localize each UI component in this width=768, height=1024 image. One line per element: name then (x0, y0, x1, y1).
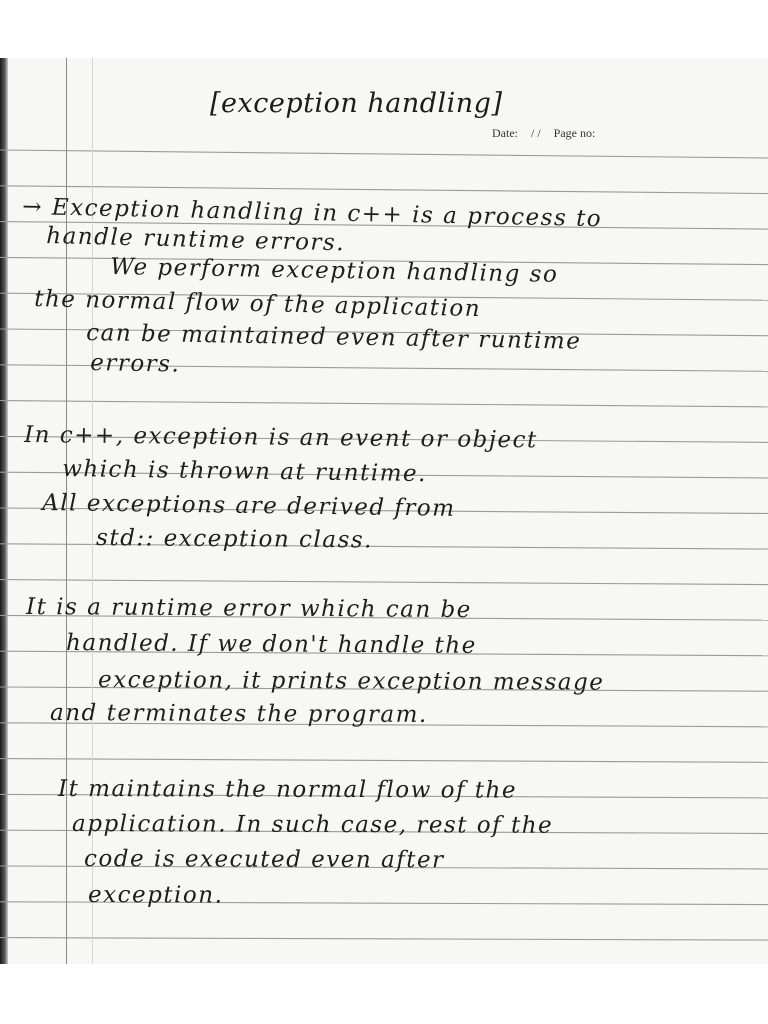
date-page-header (492, 126, 605, 141)
note-line: errors. (90, 350, 181, 378)
date-label: Date: (492, 126, 518, 140)
note-line: We perform exception handling so (110, 254, 559, 288)
ruled-line (0, 401, 768, 407)
ruled-line (0, 580, 768, 585)
note-line: All exceptions are derived from (42, 490, 456, 522)
note-line: exception, it prints exception message (98, 667, 605, 696)
note-line: application. In such case, rest of the (72, 811, 554, 839)
note-line: It maintains the normal flow of the (58, 776, 518, 804)
note-line: std:: exception class. (96, 525, 374, 554)
page-no-label: Page no: (553, 126, 596, 140)
ruled-line (0, 186, 768, 194)
ruled-line (0, 150, 768, 158)
note-line: and terminates the program. (50, 700, 428, 728)
ruled-line (0, 759, 768, 763)
date-value: / / (531, 126, 541, 140)
note-line: handled. If we don't handle the (66, 630, 477, 659)
note-line: which is thrown at runtime. (62, 456, 428, 488)
note-line: the normal flow of the application (34, 286, 482, 323)
note-line: code is executed even after (84, 846, 445, 874)
page-heading: [exception handling] (210, 88, 503, 119)
note-line: In c++, exception is an event or object (24, 422, 538, 454)
notebook-page (0, 58, 768, 964)
note-line: → Exception handling in c++ is a process to (22, 194, 603, 233)
note-line: exception. (88, 882, 224, 909)
note-line: can be maintained even after runtime (86, 320, 582, 355)
note-line: handle runtime errors. (46, 223, 346, 257)
note-line: It is a runtime error which can be (26, 594, 472, 624)
ruled-line (0, 938, 768, 941)
